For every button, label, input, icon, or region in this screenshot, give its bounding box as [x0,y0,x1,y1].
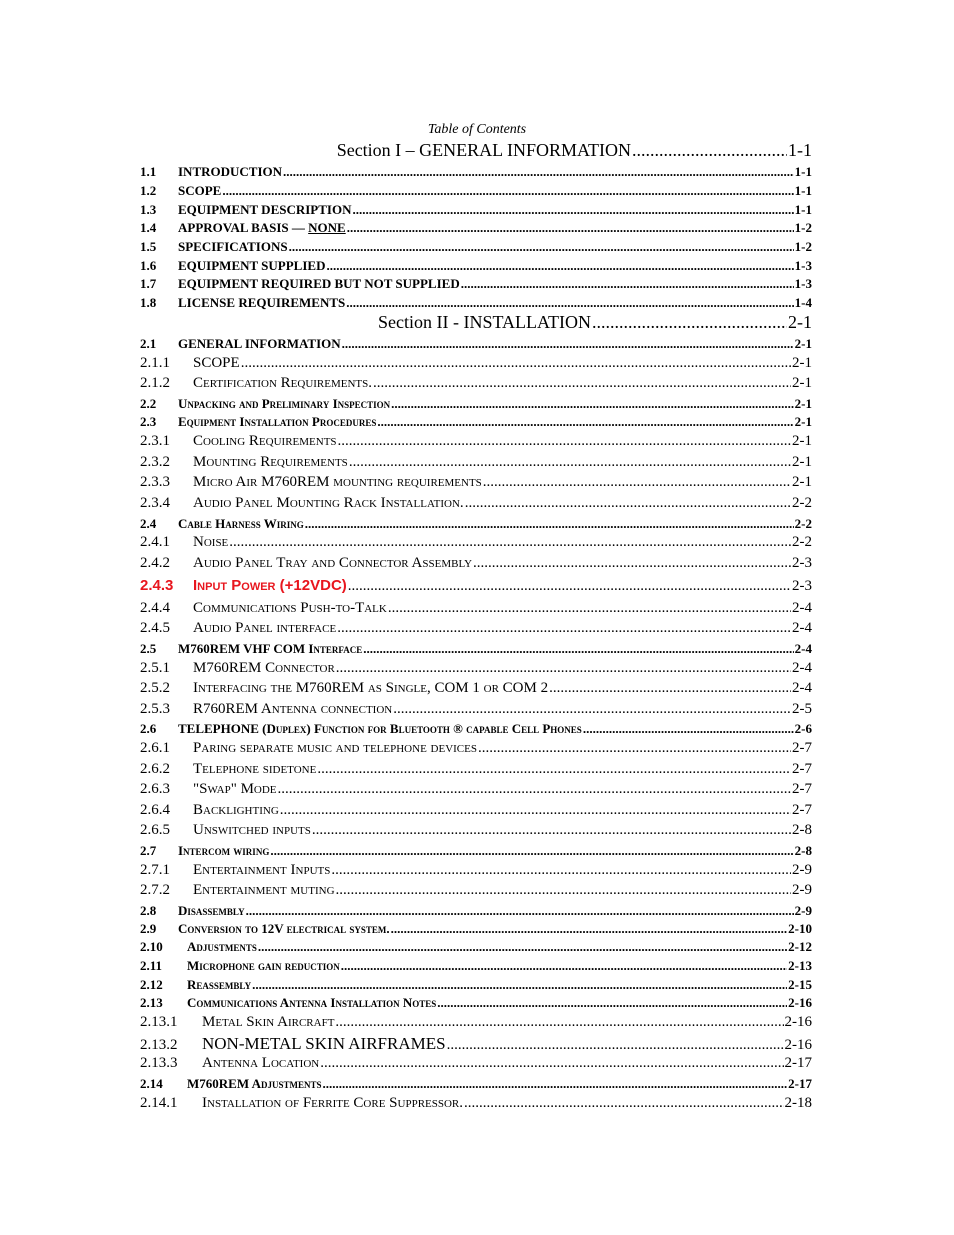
toc-entry-number: 1.3 [140,202,157,217]
toc-entry-number: 2.4.5 [140,620,170,636]
toc-entry-2-6-5[interactable] [140,822,812,839]
toc-entry-2-2[interactable] [140,396,812,412]
toc-entry-text: GENERAL INFORMATION [178,336,341,351]
toc-page-number: 2-3 [792,578,812,594]
toc-entry-number: 2.6.4 [140,802,170,818]
toc-leader-dots [341,958,787,974]
toc-entry-number: 1.8 [140,295,157,310]
toc-leader-dots [270,843,793,859]
toc-entry-text: Reassembly [187,977,252,992]
toc-entry-number: 2.5.3 [140,701,170,717]
toc-page-number: 2-1 [792,454,812,470]
toc-entry-text: TELEPHONE (Duplex) Function for Bluetooth ® capable Cell Phones [178,721,582,736]
toc-entry-text: Audio Panel interface [193,620,337,636]
toc-entry-number: 2.14.1 [140,1095,178,1111]
toc-entry-text: "Swap" Mode [193,781,277,797]
toc-entry-text [178,220,346,236]
toc-entry-2-3-4[interactable] [140,495,812,512]
toc-entry-underlined-text: NONE [308,220,346,235]
toc-entry-text: M760REM Connector [193,660,335,676]
toc-page-number: 2-1 [792,474,812,490]
toc-entry-2-6-4[interactable] [140,802,812,819]
toc-entry-2-4-4[interactable] [140,600,812,617]
toc-leader-dots [632,140,787,161]
toc-entry-text: Antenna Location [202,1055,320,1071]
toc-entry-text: Installation of Ferrite Core Suppressor. [202,1095,464,1111]
toc-title: Table of Contents [427,122,527,137]
toc-leader-dots [289,239,794,255]
toc-page-number: 2-2 [794,516,812,531]
toc-leader-dots [437,995,787,1011]
toc-entry-text: Entertainment muting [193,882,335,898]
toc-entry-1-6[interactable] [140,258,812,274]
toc-leader-dots [278,781,791,798]
toc-entry-number: 1.6 [140,258,157,273]
toc-leader-dots [258,939,787,955]
toc-entry-2-5-3[interactable] [140,701,812,718]
toc-leader-dots [447,1037,784,1054]
toc-entry-number: 1.2 [140,183,157,198]
toc-leader-dots [373,375,791,392]
toc-entry-text: Audio Panel Mounting Rack Installation. [193,495,464,511]
toc-leader-dots [305,516,794,532]
toc-page-number: 2-10 [788,921,812,936]
toc-leader-dots [346,295,793,311]
toc-leader-dots [377,414,793,430]
toc-entry-2-1-1[interactable] [140,355,812,372]
toc-page-number: 2-16 [784,1014,812,1030]
toc-leader-dots [461,276,794,292]
toc-entry-number: 2.7.2 [140,882,170,898]
toc-entry-number: 1.5 [140,239,157,254]
toc-page-number: 2-3 [792,555,812,571]
toc-entry-number: 2.13.3 [140,1055,178,1071]
toc-leader-dots [391,921,787,937]
toc-page-number: 2-1 [792,375,812,391]
toc-page-number: 1-3 [794,258,812,273]
toc-entry-number: 2.8 [140,903,157,918]
toc-entry-2-7-2[interactable] [140,882,812,899]
toc-entry-number: 2.10 [140,939,163,954]
toc-page-number: 2-1 [794,336,812,351]
toc-page-number: 2-9 [792,882,812,898]
toc-entry-number: 2.3.2 [140,454,170,470]
toc-entry-text: Metal Skin Aircraft [202,1014,335,1030]
toc-entry-text-highlighted: Input Power (+12VDC) [193,577,347,594]
toc-entry-2-1-2[interactable] [140,375,812,392]
toc-page-number: 2-9 [792,862,812,878]
toc-page-number: 2-4 [792,660,812,676]
toc-leader-dots [338,433,791,450]
toc-entry-text: Telephone sidetone [193,761,317,777]
toc-entry-text: Cable Harness Wiring [178,516,304,531]
toc-leader-dots [388,600,791,617]
toc-leader-dots [317,761,791,778]
toc-page-number: 2-17 [784,1055,812,1071]
toc-entry-text: Mounting Requirements [193,454,348,470]
toc-entry-text: M760REM VHF COM Interface [178,641,363,656]
toc-entry-number: 2.1.2 [140,375,170,391]
toc-entry-number: 2.6.1 [140,740,170,756]
toc-entry-number: 1.7 [140,276,157,291]
toc-entry-number: 2.2 [140,396,157,411]
toc-page-number: 2-7 [792,740,812,756]
toc-page-number: 2-4 [792,620,812,636]
toc-entry-1-2[interactable] [140,183,812,199]
toc-entry-number: 2.4.1 [140,534,170,550]
toc-entry-1-3[interactable] [140,202,812,218]
toc-leader-dots [320,1055,783,1072]
toc-leader-dots [241,355,791,372]
toc-entry-number: 2.4.3 [140,577,174,594]
toc-page-number: 1-3 [794,276,812,291]
toc-entry-text: INTRODUCTION [178,164,283,179]
toc-leader-dots [549,680,791,697]
toc-leader-dots [592,312,787,333]
toc-entry-1-8[interactable] [140,295,812,311]
toc-entry-2-3-1[interactable] [140,433,812,450]
toc-entry-2-8[interactable] [140,903,812,919]
toc-entry-text: EQUIPMENT SUPPLIED [178,258,326,273]
toc-entry-text: SCOPE [193,355,240,371]
toc-leader-dots [465,495,791,512]
toc-page-number: 2-6 [794,721,812,736]
toc-entry-number: 2.14 [140,1076,163,1091]
toc-entry-number: 2.1 [140,336,157,351]
toc-entry-number: 2.3.1 [140,433,170,449]
toc-page-number: 1-4 [794,295,812,310]
toc-entry-2-14-1[interactable] [140,1095,812,1112]
toc-leader-dots [229,534,791,551]
toc-leader-dots [352,202,793,218]
toc-section-1[interactable] [0,140,812,161]
toc-entry-2-6[interactable] [140,721,812,737]
toc-entry-text: M760REM Adjustments [187,1076,322,1091]
toc-page-number: 1-1 [794,164,812,179]
toc-entry-1-4[interactable] [140,220,812,236]
toc-entry-text: Entertainment Inputs [193,862,331,878]
toc-entry-2-3[interactable] [140,414,812,430]
toc-page-number: 2-2 [792,495,812,511]
toc-entry-2-14[interactable] [140,1076,812,1092]
toc-entry-2-13[interactable] [140,995,812,1011]
toc-page-number: 2-1 [794,396,812,411]
toc-leader-dots [342,336,794,352]
toc-leader-dots [312,822,791,839]
toc-entry-text: Micro Air M760REM mounting requirements [193,474,482,490]
toc-page-number: 1-2 [794,239,812,254]
toc-leader-dots [283,164,794,180]
toc-leader-dots [222,183,793,199]
toc-entry-text: Unswitched inputs [193,822,311,838]
toc-page-number: 1-1 [794,202,812,217]
toc-page-number: 2-2 [792,534,812,550]
toc-entry-number: 2.4.2 [140,555,170,571]
toc-leader-dots [363,641,793,657]
toc-leader-dots [483,474,791,491]
toc-entry-text: Certification Requirements. [193,375,373,391]
toc-entry-number: 2.3 [140,414,157,429]
toc-entry-text: Conversion to 12V electrical system. [178,921,390,936]
toc-leader-dots [349,454,791,471]
toc-entry-number: 2.13 [140,995,163,1010]
toc-leader-dots [280,802,791,819]
toc-page-number: 2-8 [792,822,812,838]
toc-entry-text: EQUIPMENT DESCRIPTION [178,202,352,217]
toc-page-number: 2-7 [792,802,812,818]
toc-entry-text: Unpacking and Preliminary Inspection [178,396,391,411]
toc-entry-2-4-3[interactable] [140,577,812,595]
toc-entry-number: 1.1 [140,164,157,179]
toc-page-number: 2-15 [788,977,812,992]
toc-entry-2-13-2[interactable] [140,1034,812,1054]
toc-leader-dots [391,396,793,412]
toc-page-number: 1-1 [794,183,812,198]
toc-leader-dots [335,1014,783,1031]
toc-entry-2-11[interactable] [140,958,812,974]
toc-entry-number: 2.13.1 [140,1014,178,1030]
toc-entry-2-9[interactable] [140,921,812,937]
toc-entry-text: SPECIFICATIONS [178,239,288,254]
toc-entry-text: NON-METAL SKIN AIRFRAMES [202,1034,446,1053]
toc-entry-text: Cooling Requirements [193,433,337,449]
toc-entry-2-3-2[interactable] [140,454,812,471]
toc-entry-text: Disassembly [178,903,245,918]
toc-entry-number: 2.5.2 [140,680,170,696]
toc-entry-1-5[interactable] [140,239,812,255]
toc-entry-text: Paring separate music and telephone devices [193,740,477,756]
toc-page-number: 2-1 [792,433,812,449]
toc-entry-2-1[interactable] [140,336,812,352]
toc-page-number: 2-8 [794,843,812,858]
toc-entry-number: 2.1.1 [140,355,170,371]
toc-entry-text: Adjustments [187,939,257,954]
toc-entry-2-6-1[interactable] [140,740,812,757]
toc-entry-text: EQUIPMENT REQUIRED BUT NOT SUPPLIED [178,276,460,291]
toc-leader-dots [331,862,791,879]
toc-entry-2-13-1[interactable] [140,1014,812,1031]
toc-entry-number: 2.3.4 [140,495,170,511]
toc-page-number: 2-7 [792,781,812,797]
toc-entry-text: Noise [193,534,229,550]
toc-entry-text: Backlighting [193,802,279,818]
toc-entry-text: R760REM Antenna connection [193,701,393,717]
toc-entry-1-1[interactable] [140,164,812,180]
toc-entry-number: 2.5 [140,641,157,656]
toc-leader-dots [252,977,787,993]
toc-entry-number: 2.11 [140,958,163,973]
toc-entry-2-6-2[interactable] [140,761,812,778]
toc-entry-number: 2.4.4 [140,600,170,616]
toc-entry-number: 2.3.3 [140,474,170,490]
toc-page-number: 2-12 [788,939,812,954]
toc-entry-number: 2.6 [140,721,157,736]
toc-entry-text: Audio Panel Tray and Connector Assembly [193,555,473,571]
toc-entry-2-4-1[interactable] [140,534,812,551]
toc-page-number: 2-16 [788,995,812,1010]
toc-entry-number: 2.5.1 [140,660,170,676]
toc-page-number: 1-1 [788,140,812,160]
toc-entry-text: Microphone gain reduction [187,958,340,973]
toc-page-number: 2-17 [788,1076,812,1091]
toc-entry-2-12[interactable] [140,977,812,993]
toc-leader-dots [336,660,791,677]
toc-page-number: 2-1 [792,355,812,371]
toc-entry-2-4-2[interactable] [140,555,812,572]
toc-entry-text [193,577,347,594]
toc-leader-dots [348,578,791,595]
toc-entry-text: Communications Antenna Installation Notes [187,995,437,1010]
toc-entry-text: Interfacing the M760REM as Single, COM 1 or COM 2 [193,680,549,696]
toc-entry-2-6-3[interactable] [140,781,812,798]
toc-leader-dots [323,1076,788,1092]
toc-page-number: 2-4 [792,600,812,616]
toc-entry-number: 2.4 [140,516,157,531]
toc-entry-1-7[interactable] [140,276,812,292]
toc-entry-2-7[interactable] [140,843,812,859]
toc-section-title: Section II - INSTALLATION [377,312,591,332]
toc-entry-number: 2.6.2 [140,761,170,777]
toc-entry-2-4-5[interactable] [140,620,812,637]
toc-entry-number: 1.4 [140,220,157,235]
toc-page-number: 1-2 [794,220,812,235]
toc-entry-2-3-3[interactable] [140,474,812,491]
toc-entry-number: 2.12 [140,977,163,992]
toc-entry-number: 2.7 [140,843,157,858]
toc-page-number: 2-13 [788,958,812,973]
toc-entry-text: SCOPE [178,183,222,198]
toc-entry-number: 2.6.3 [140,781,170,797]
toc-page-number: 2-9 [794,903,812,918]
toc-entry-2-5-2[interactable] [140,680,812,697]
toc-page-number: 2-18 [784,1095,812,1111]
toc-leader-dots [337,620,791,637]
toc-entry-2-10[interactable] [140,939,812,955]
toc-entry-2-7-1[interactable] [140,862,812,879]
toc-leader-dots [326,258,793,274]
toc-section-title: Section I – GENERAL INFORMATION [336,140,631,160]
toc-entry-number: 2.13.2 [140,1037,178,1053]
toc-entry-number: 2.6.5 [140,822,170,838]
toc-leader-dots [336,882,791,899]
toc-entry-2-5-1[interactable] [140,660,812,677]
toc-leader-dots [583,721,794,737]
toc-section-2[interactable] [0,312,812,333]
toc-leader-dots [478,740,791,757]
toc-leader-dots [246,903,794,919]
toc-page-number: 2-1 [794,414,812,429]
toc-entry-2-4[interactable] [140,516,812,532]
toc-page-number: 2-7 [792,761,812,777]
toc-leader-dots [393,701,791,718]
toc-page-number: 2-5 [792,701,812,717]
toc-entry-2-5[interactable] [140,641,812,657]
toc-entry-text-part: APPROVAL BASIS — [178,220,305,235]
toc-page-number: 2-1 [788,312,812,332]
toc-entry-text: LICENSE REQUIREMENTS [178,295,346,310]
toc-entry-text: Communications Push-to-Talk [193,600,387,616]
toc-entry-text: Intercom wiring [178,843,270,858]
toc-entry-text: Equipment Installation Procedures [178,414,377,429]
toc-page-number: 2-16 [784,1037,812,1053]
toc-entry-2-13-3[interactable] [140,1055,812,1072]
toc-leader-dots [347,220,794,236]
toc-entry-number: 2.9 [140,921,157,936]
toc-leader-dots [473,555,791,572]
toc-entry-number: 2.7.1 [140,862,170,878]
toc-page-number: 2-4 [794,641,812,656]
toc-leader-dots [464,1095,783,1112]
toc-page-number: 2-4 [792,680,812,696]
